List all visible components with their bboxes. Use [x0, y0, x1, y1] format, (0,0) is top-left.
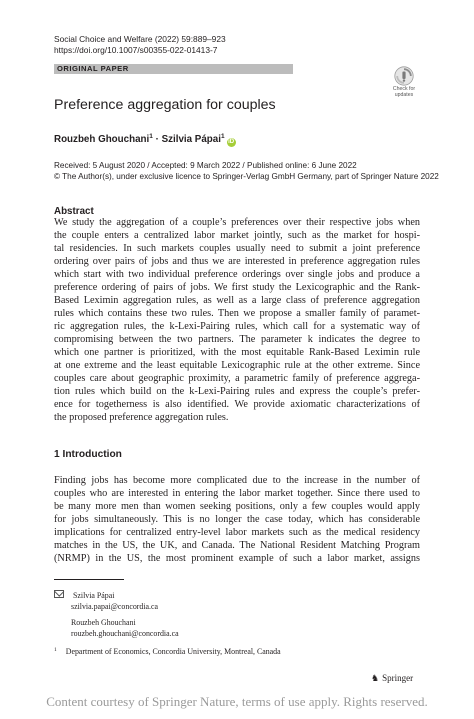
abstract-line: preference ordering of pairs of jobs. We first study the Lexicographic and the Rank- — [54, 282, 420, 293]
publisher-logo — [371, 672, 413, 684]
abstract-line: which one partner is prioritized, with the most equitable Rank-Based Leximin rule — [54, 347, 420, 358]
abstract-line: ric aggregation rules, the k-Lexi-Pairing rules, which call for a systematic way of — [54, 321, 420, 332]
journal-citation — [54, 34, 226, 56]
author-separator: · — [152, 134, 162, 145]
affiliation-text: Department of Economics, Concordia University, Montreal, Canada — [65, 647, 281, 656]
abstract-heading: Abstract — [54, 206, 94, 217]
contact-email-1[interactable]: szilvia.papai@concordia.ca — [71, 602, 159, 611]
contact-name-1: Szilvia Pápai — [73, 591, 115, 600]
article-type-label: ORIGINAL PAPER — [57, 64, 129, 73]
history-dates: Received: 5 August 2020 / Accepted: 9 March 2022 / Published online: 6 June 2022 — [54, 161, 357, 170]
author-name-1[interactable]: Rouzbeh Ghouchani — [54, 134, 150, 145]
abstract-line: ordering over pairs of jobs and thus we are interested in preference aggregation rules — [54, 256, 420, 267]
abstract-line: rules which contains these two rules. Then we propose a smaller family of paramet- — [54, 308, 420, 319]
intro-line: couples who are interested in entering the labor market together. Since there used to — [54, 488, 420, 499]
affiliation-footnote — [54, 645, 281, 657]
journal-citation-text: Social Choice and Welfare (2022) 59:889–923 — [54, 34, 226, 44]
abstract-line: compromising between the two partners. The parameter k indicates the degree to — [54, 334, 420, 345]
contact-name-2: Rouzbeh Ghouchani — [71, 618, 136, 627]
publication-dates — [54, 160, 439, 182]
courtesy-notice: Content courtesy of Springer Nature, terms of use apply. Rights reserved. — [46, 694, 428, 709]
abstract-line: the couple enters a centralized labor market jointly, such as the market for hospi- — [54, 230, 420, 241]
contact-email-2[interactable]: rouzbeh.ghouchani@concordia.ca — [71, 629, 179, 638]
intro-line: implications for centralized entry-level labor markets such as the medical residency — [54, 527, 420, 538]
author-affiliation-mark-2: 1 — [220, 133, 225, 140]
authors-line — [54, 131, 236, 147]
abstract-body — [54, 216, 420, 424]
check-for-updates-badge[interactable] — [388, 66, 420, 100]
intro-line: for jobs simultaneously. This is no longer the case today, which has considerable — [54, 514, 420, 525]
check-updates-line2: updates — [394, 91, 414, 98]
abstract-line: Based Leximin aggregation rules, as well as a large class of preference aggregation — [54, 295, 420, 306]
abstract-line: tion rules which build on the k-Lexi-Pairing rules and express the couple’s prefer- — [54, 386, 420, 397]
intro-line: (NRMP) in the US, the most prominent example of such a labor market, assigns — [54, 553, 420, 564]
check-updates-icon — [394, 66, 414, 86]
envelope-icon — [54, 590, 64, 598]
footnote-divider — [54, 579, 124, 580]
check-updates-line1: Check for — [392, 86, 416, 92]
intro-line: be many more men than women seeking positions, only a few couples would apply — [54, 501, 420, 512]
abstract-line: We study the aggregation of a couple’s preferences over their respective jobs when — [54, 217, 420, 228]
section-heading-introduction: 1 Introduction — [54, 449, 122, 460]
abstract-line: tal residencies. In such markets couples usually need to submit a joint preference — [54, 243, 420, 254]
doi-link[interactable]: https://doi.org/10.1007/s00355-022-01413-7 — [54, 45, 218, 55]
abstract-line: ence for togetherness is also identified. We provide axiomatic characterizations of — [54, 399, 420, 410]
check-updates-label — [388, 87, 420, 98]
copyright-line: © The Author(s), under exclusive licence to Springer-Verlag GmbH Germany, part of Springer Nature 2022 — [54, 172, 439, 181]
affiliation-mark: 1 — [54, 647, 57, 653]
paper-title: Preference aggregation for couples — [54, 97, 276, 113]
publisher-name: Springer — [382, 673, 414, 683]
springer-horse-icon: ♞ — [371, 673, 380, 683]
intro-line: matches in the US, the UK, and Canada. The National Resident Matching Program — [54, 540, 420, 551]
author-affiliation-mark-1: 1 — [149, 133, 153, 140]
abstract-line: the proposed preference aggregation rules. — [54, 412, 229, 423]
article-type-bar — [54, 64, 293, 74]
introduction-body — [54, 474, 420, 565]
abstract-line: couples care about geographic proximity, a parametric family of preference aggrega- — [54, 373, 420, 384]
author-name-2[interactable]: Szilvia Pápai — [161, 134, 221, 145]
corresponding-contacts — [54, 590, 179, 639]
abstract-line: at one extreme and the least equitable Lexicographic rule at the other extreme. Since — [54, 360, 420, 371]
abstract-line: which start with two individual preference orderings over single jobs and produce a — [54, 269, 420, 280]
intro-line: Finding jobs has become more complicated due to the increase in the number of — [54, 475, 420, 486]
orcid-icon[interactable]: iD — [228, 139, 235, 145]
